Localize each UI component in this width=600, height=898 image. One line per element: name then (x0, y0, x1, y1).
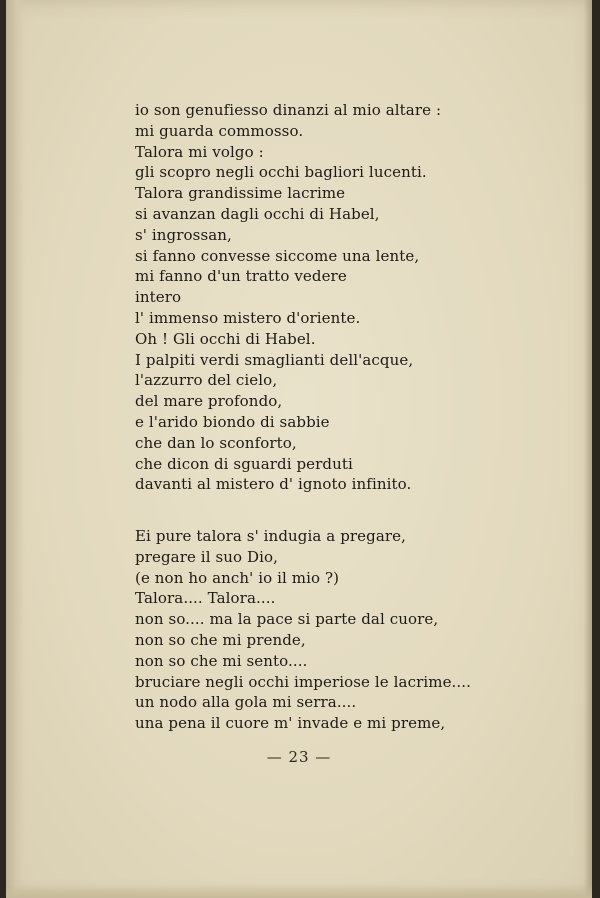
poem-line: Ei pure talora s' indugia a pregare, (135, 527, 407, 545)
poem-line: l'azzurro del cielo, (135, 371, 278, 390)
page-edge-bottom (6, 884, 592, 898)
poem-line: mi fanno d'un tratto vedere (135, 267, 347, 286)
poem-line: che dan lo sconforto, (135, 433, 297, 452)
poem-line: intero (135, 288, 182, 307)
poem-line: l' immenso mistero d'oriente. (135, 308, 361, 327)
poem-line: io son genufiesso dinanzi al mio altare : (135, 101, 442, 119)
poem-line: non so.... ma la pace si parte dal cuore, (135, 610, 439, 629)
poem-line: Talora grandissime lacrime (135, 184, 346, 203)
poem-line: che dicon di sguardi perduti (135, 454, 353, 473)
poem-stanza-2 (135, 526, 471, 734)
poem-line: una pena il cuore m' invade e mi preme, (135, 714, 446, 733)
poem-line: si fanno convesse siccome una lente, (135, 246, 420, 265)
poem-line: un nodo alla gola mi serra.... (135, 693, 357, 712)
poem-line: del mare profondo, (135, 392, 283, 411)
poem-line: Oh ! Gli occhi di Habel. (135, 329, 316, 348)
poem-line: non so che mi prende, (135, 630, 306, 649)
poem-line: gli scopro negli occhi bagliori lucenti. (135, 163, 427, 182)
poem-line: pregare il suo Dio, (135, 547, 279, 566)
book-page (6, 0, 592, 898)
poem-line: mi guarda commosso. (135, 121, 304, 140)
poem-line: e l'arido biondo di sabbie (135, 412, 330, 431)
poem-line: bruciare negli occhi imperiose le lacrime.... (135, 672, 472, 691)
poem-line: I palpiti verdi smaglianti dell'acque, (135, 350, 414, 369)
poem-line: (e non ho anch' io il mio ?) (135, 568, 340, 587)
poem-line: si avanzan dagli occhi di Habel, (135, 204, 380, 223)
poem-line: Talora.... Talora.... (135, 589, 276, 608)
poem-line: s' ingrossan, (135, 225, 232, 244)
poem-line: non so che mi sento.... (135, 651, 308, 670)
poem-line: davanti al mistero d' ignoto infinito. (135, 475, 412, 494)
page-number: — 23 — (266, 748, 332, 766)
poem-line: Talora mi volgo : (135, 142, 264, 161)
poem-stanza-1 (135, 100, 441, 495)
